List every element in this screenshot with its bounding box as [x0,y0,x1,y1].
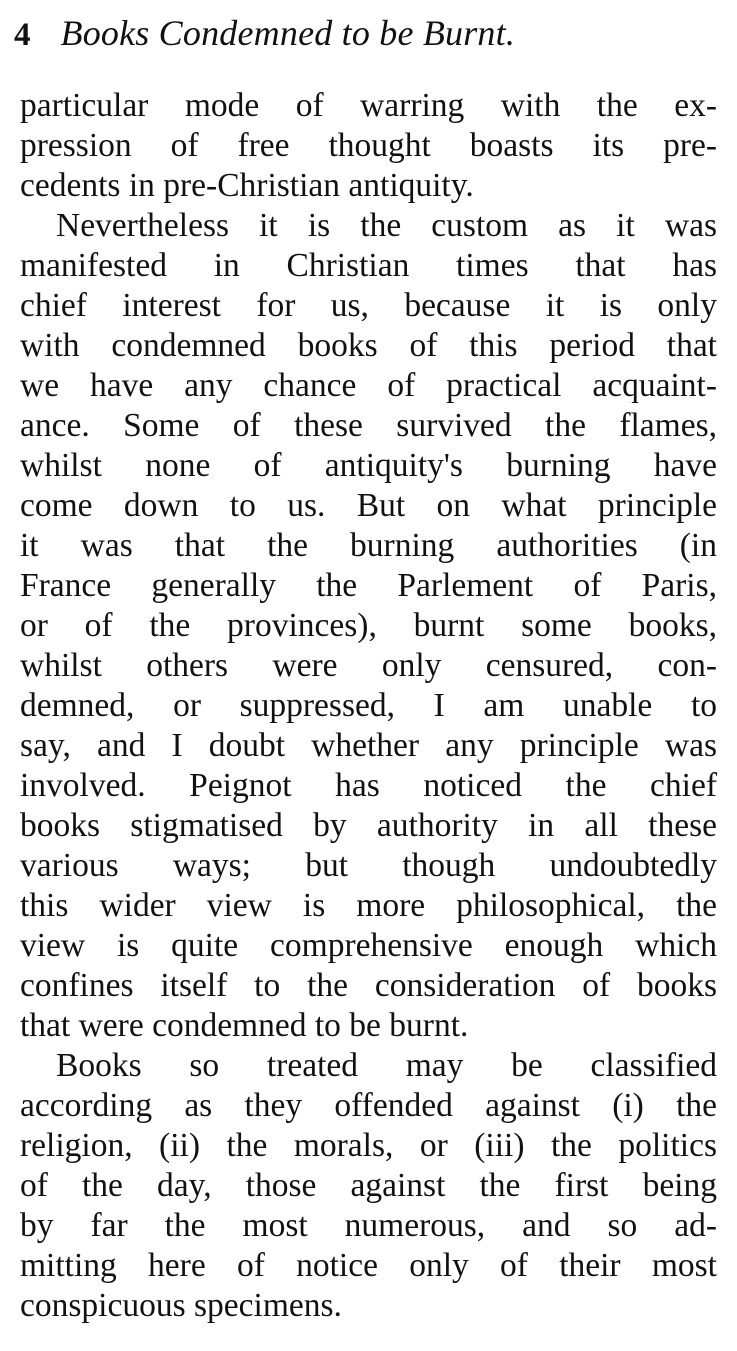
text-line: come down to us. But on what principle [20,487,717,524]
running-title: Books Condemned to be Burnt. [60,13,516,53]
running-head [14,12,714,56]
text-line: that were condemned to be burnt. [20,1007,469,1044]
body-text [20,86,717,1326]
text-line: or of the provinces), burnt some books, [20,607,717,644]
text-line: chief interest for us, because it is only [20,287,717,324]
text-line: books stigmatised by authority in all these [20,807,717,844]
text-line: religion, (ii) the morals, or (iii) the politics [20,1127,717,1164]
text-line: this wider view is more philosophical, the [20,887,717,924]
text-line: involved. Peignot has noticed the chief [20,767,717,804]
text-line: mitting here of notice only of their most [20,1247,717,1284]
text-line: say, and I doubt whether any principle was [20,727,717,764]
text-line: view is quite comprehensive enough which [20,927,717,964]
page-number: 4 [14,17,31,53]
text-line: ance. Some of these survived the flames, [20,407,717,444]
text-line: it was that the burning authorities (in [20,527,717,564]
text-line: according as they offended against (i) the [20,1087,717,1124]
text-line: with condemned books of this period that [20,327,717,364]
text-line: whilst none of antiquity's burning have [20,447,717,484]
text-line: cedents in pre-Christian antiquity. [20,167,474,204]
text-line: France generally the Parlement of Paris, [20,567,717,604]
text-line: various ways; but though undoubtedly [20,847,717,884]
text-line: of the day, those against the first being [20,1167,717,1204]
text-line: whilst others were only censured, con- [20,647,717,684]
text-line: manifested in Christian times that has [20,247,717,284]
paragraph-first-line: Books so treated may be classified [56,1047,717,1084]
text-line: conspicuous specimens. [20,1287,342,1324]
text-line: confines itself to the consideration of books [20,967,717,1004]
text-line: demned, or suppressed, I am unable to [20,687,717,724]
paragraph-first-line: Nevertheless it is the custom as it was [56,207,717,244]
text-line: particular mode of warring with the ex- [20,87,717,124]
text-line: by far the most numerous, and so ad- [20,1207,717,1244]
text-line: pression of free thought boasts its pre- [20,127,717,164]
text-line: we have any chance of practical acquaint- [20,367,717,404]
